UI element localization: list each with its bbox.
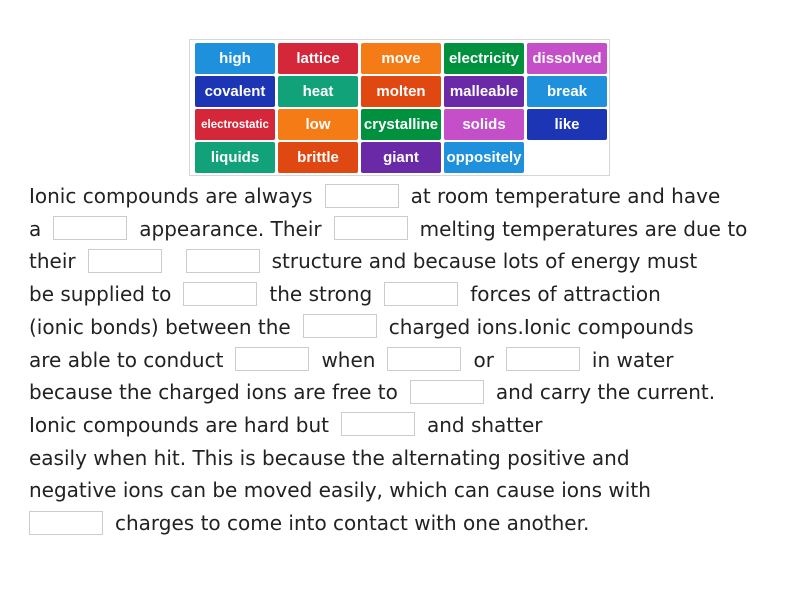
passage-text: charged ions.Ionic compounds bbox=[388, 314, 694, 339]
word-tile-heat[interactable]: heat bbox=[278, 76, 358, 107]
blank-drop-zone-4[interactable] bbox=[88, 249, 162, 273]
word-tile-break[interactable]: break bbox=[527, 76, 607, 107]
blank-drop-zone-6[interactable] bbox=[183, 282, 257, 306]
passage-line bbox=[29, 246, 697, 276]
blank-drop-zone-12[interactable] bbox=[410, 380, 484, 404]
word-tile-electricity[interactable]: electricity bbox=[444, 43, 524, 74]
word-tile-giant[interactable]: giant bbox=[361, 142, 441, 173]
blank-drop-zone-7[interactable] bbox=[384, 282, 458, 306]
word-tile-move[interactable]: move bbox=[361, 43, 441, 74]
passage-line bbox=[29, 345, 674, 375]
passage-line bbox=[29, 443, 630, 473]
passage-line bbox=[29, 181, 720, 211]
blank-drop-zone-3[interactable] bbox=[334, 216, 408, 240]
passage-text: forces of attraction bbox=[470, 282, 661, 307]
blank-drop-zone-11[interactable] bbox=[506, 347, 580, 371]
blank-drop-zone-8[interactable] bbox=[303, 314, 377, 338]
passage-text: because the charged ions are free to bbox=[29, 380, 398, 405]
word-tile-high[interactable]: high bbox=[195, 43, 275, 74]
blank-drop-zone-1[interactable] bbox=[325, 184, 399, 208]
passage-text: their bbox=[29, 249, 76, 274]
passage-line bbox=[29, 475, 651, 505]
passage-text: the strong bbox=[269, 282, 373, 307]
passage-text: are able to conduct bbox=[29, 347, 224, 372]
passage-text: negative ions can be moved easily, which can cause ions with bbox=[29, 478, 651, 503]
word-tile-low[interactable]: low bbox=[278, 109, 358, 140]
blank-drop-zone-5[interactable] bbox=[186, 249, 260, 273]
passage-line bbox=[29, 377, 715, 407]
passage-text: be supplied to bbox=[29, 282, 172, 307]
word-tile-molten[interactable]: molten bbox=[361, 76, 441, 107]
word-tile-malleable[interactable]: malleable bbox=[444, 76, 524, 107]
passage-line bbox=[29, 508, 589, 538]
passage-text: Ionic compounds are always bbox=[29, 184, 313, 208]
word-tile-lattice[interactable]: lattice bbox=[278, 43, 358, 74]
passage-line bbox=[29, 312, 694, 342]
passage-line bbox=[29, 214, 747, 244]
word-tile-liquids[interactable]: liquids bbox=[195, 142, 275, 173]
passage-text: appearance. Their bbox=[139, 216, 322, 241]
blank-drop-zone-2[interactable] bbox=[53, 216, 127, 240]
blank-drop-zone-13[interactable] bbox=[341, 412, 415, 436]
passage-text: structure and because lots of energy must bbox=[271, 249, 698, 274]
passage-text: charges to come into contact with one another. bbox=[115, 511, 590, 535]
blank-drop-zone-9[interactable] bbox=[235, 347, 309, 371]
passage-line bbox=[29, 410, 543, 440]
passage-text: melting temperatures are due to bbox=[419, 216, 748, 241]
passage-text: in water bbox=[591, 347, 674, 372]
word-tile-solids[interactable]: solids bbox=[444, 109, 524, 140]
blank-drop-zone-14[interactable] bbox=[29, 511, 103, 535]
passage-text: a bbox=[29, 216, 42, 241]
word-tile-like[interactable]: like bbox=[527, 109, 607, 140]
word-tile-covalent[interactable]: covalent bbox=[195, 76, 275, 107]
passage-text: Ionic compounds are hard but bbox=[29, 412, 329, 437]
passage-text: when bbox=[321, 347, 376, 372]
word-tile-electrostatic[interactable]: electrostatic bbox=[195, 109, 275, 140]
word-tile-crystalline[interactable]: crystalline bbox=[361, 109, 441, 140]
word-tile-brittle[interactable]: brittle bbox=[278, 142, 358, 173]
blank-drop-zone-10[interactable] bbox=[387, 347, 461, 371]
passage-text: at room temperature and have bbox=[410, 184, 721, 208]
passage-text: or bbox=[473, 347, 494, 372]
passage-text: easily when hit. This is because the alternating positive and bbox=[29, 445, 630, 470]
passage-line bbox=[29, 279, 661, 309]
passage-text: and shatter bbox=[426, 412, 543, 437]
word-tile-oppositely[interactable]: oppositely bbox=[444, 142, 524, 173]
word-tile-dissolved[interactable]: dissolved bbox=[527, 43, 607, 74]
passage-text: and carry the current. bbox=[495, 380, 716, 405]
passage-text: (ionic bonds) between the bbox=[29, 314, 291, 339]
